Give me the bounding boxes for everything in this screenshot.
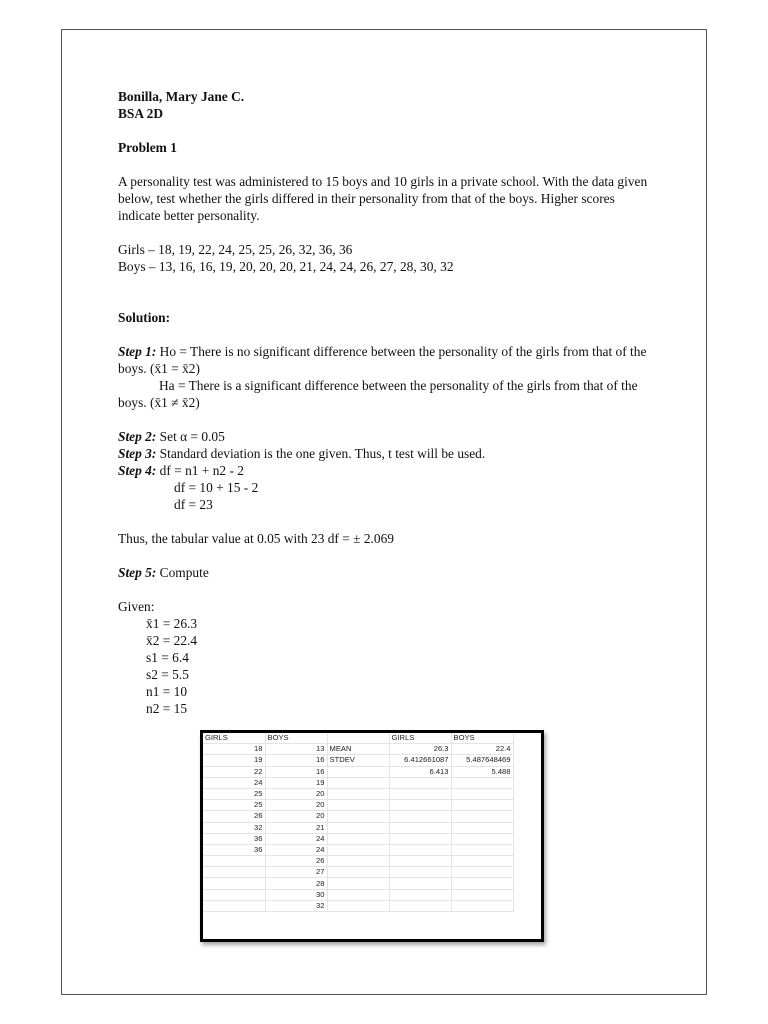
table-cell [389,889,451,900]
df-formula: df = n1 + n2 - 2 [159,463,244,478]
df-substitution: df = 10 + 15 - 2 [174,480,259,495]
table-row [203,867,513,878]
table-row [203,777,513,788]
given-x2: x̄2 = 22.4 [146,633,198,648]
step1-label: Step 1: [118,344,157,359]
table-cell [451,844,513,855]
table-cell [327,856,389,867]
solution-title: Solution: [118,310,171,325]
step1-ha [118,377,658,411]
table-cell: 32 [265,900,327,911]
header-cell: BOYS [265,733,327,744]
problem-title: Problem 1 [118,140,177,155]
table-cell: 24 [265,833,327,844]
table-cell: 22 [203,766,265,777]
step2 [118,428,658,445]
spreadsheet-screenshot [200,730,544,942]
table-cell [389,856,451,867]
table-cell [327,889,389,900]
table-cell [327,833,389,844]
df-result: df = 23 [174,497,213,512]
table-cell [389,811,451,822]
table-cell [327,900,389,911]
step1-ho [118,343,658,377]
spreadsheet-header-row [203,733,513,744]
table-cell [451,878,513,889]
table-cell: 19 [265,777,327,788]
table-cell: 26 [203,811,265,822]
table-cell: 24 [265,844,327,855]
table-cell [389,900,451,911]
table-row [203,766,513,777]
spreadsheet-body [203,744,513,912]
table-cell: 20 [265,811,327,822]
table-cell: 26.3 [389,744,451,755]
given-s2: s2 = 5.5 [146,667,189,682]
table-cell [451,822,513,833]
table-cell [451,900,513,911]
table-cell [327,766,389,777]
girls-data: Girls – 18, 19, 22, 24, 25, 25, 26, 32, 36, 36 [118,242,353,257]
table-row [203,811,513,822]
table-row [203,822,513,833]
table-cell [327,878,389,889]
table-cell: 20 [265,800,327,811]
table-cell: 22.4 [451,744,513,755]
table-cell: 16 [265,766,327,777]
table-row [203,878,513,889]
table-row [203,755,513,766]
header-cell: BOYS [451,733,513,744]
header-cell: GIRLS [389,733,451,744]
table-cell [389,822,451,833]
table-cell [327,844,389,855]
table-cell: 6.413 [389,766,451,777]
table-cell [389,777,451,788]
header-cell: GIRLS [203,733,265,744]
step2-label: Step 2: [118,429,157,444]
ho-text: Ho = There is no significant difference between the personality of the girls from that of the boys. (x̄1 = x̄2) [118,344,647,376]
spreadsheet-table [203,733,514,912]
table-cell [327,822,389,833]
table-cell: 28 [265,878,327,889]
table-cell: 25 [203,788,265,799]
table-cell: 36 [203,833,265,844]
table-cell: 5.487648469 [451,755,513,766]
table-cell [389,800,451,811]
table-cell [203,900,265,911]
table-cell [203,878,265,889]
step4-label: Step 4: [118,463,157,478]
document-body [118,88,658,717]
table-cell: 24 [203,777,265,788]
table-cell: 21 [265,822,327,833]
table-row [203,800,513,811]
boys-data: Boys – 13, 16, 16, 19, 20, 20, 20, 21, 24, 24, 26, 27, 28, 30, 32 [118,259,454,274]
ha-text: Ha = There is a significant difference between the personality of the girls from that of the boys. (x̄1 ≠ x̄2) [118,378,638,410]
table-cell [451,800,513,811]
table-cell [327,811,389,822]
step3-label: Step 3: [118,446,157,461]
table-cell: 36 [203,844,265,855]
step3 [118,445,658,462]
table-cell [327,788,389,799]
table-row [203,744,513,755]
table-cell [451,833,513,844]
table-cell [203,856,265,867]
table-cell: 16 [265,755,327,766]
document-page [61,29,707,995]
problem-text: A personality test was administered to 15 boys and 10 girls in a private school. With the data given below, test whether the girls differed in their personality from that of the boys. Higher scores indicate better personality. [118,174,648,223]
table-cell [327,777,389,788]
table-cell: 5.488 [451,766,513,777]
step5 [118,564,658,581]
table-cell: 32 [203,822,265,833]
table-row [203,833,513,844]
table-cell [389,878,451,889]
given-s1: s1 = 6.4 [146,650,189,665]
given-n2: n2 = 15 [146,701,188,716]
step5-text: Compute [159,565,209,580]
table-cell: 6.412661087 [389,755,451,766]
table-row [203,889,513,900]
table-cell: 25 [203,800,265,811]
table-cell [389,867,451,878]
given-x1: x̄1 = 26.3 [146,616,198,631]
table-cell [451,788,513,799]
table-cell [451,889,513,900]
table-cell [451,811,513,822]
table-cell: 19 [203,755,265,766]
step3-text: Standard deviation is the one given. Thus, t test will be used. [159,446,486,461]
table-row [203,900,513,911]
table-cell: STDEV [327,755,389,766]
table-cell: 13 [265,744,327,755]
student-name: Bonilla, Mary Jane C. [118,89,245,104]
table-row [203,844,513,855]
table-cell: 30 [265,889,327,900]
table-cell: 27 [265,867,327,878]
student-section: BSA 2D [118,106,164,121]
table-cell: 20 [265,788,327,799]
table-cell [389,833,451,844]
table-cell [327,800,389,811]
header-cell [327,733,389,744]
table-cell [389,788,451,799]
table-cell [451,777,513,788]
table-cell [203,867,265,878]
table-cell [203,889,265,900]
tabular-value: Thus, the tabular value at 0.05 with 23 df = ± 2.069 [118,531,394,546]
step2-text: Set α = 0.05 [159,429,225,444]
table-row [203,856,513,867]
table-cell: 18 [203,744,265,755]
table-row [203,788,513,799]
table-cell: MEAN [327,744,389,755]
table-cell: 26 [265,856,327,867]
table-cell [327,867,389,878]
step5-label: Step 5: [118,565,157,580]
table-cell [451,856,513,867]
table-cell [389,844,451,855]
step4 [118,462,658,479]
given-n1: n1 = 10 [146,684,188,699]
given-label: Given: [118,599,155,614]
table-cell [451,867,513,878]
